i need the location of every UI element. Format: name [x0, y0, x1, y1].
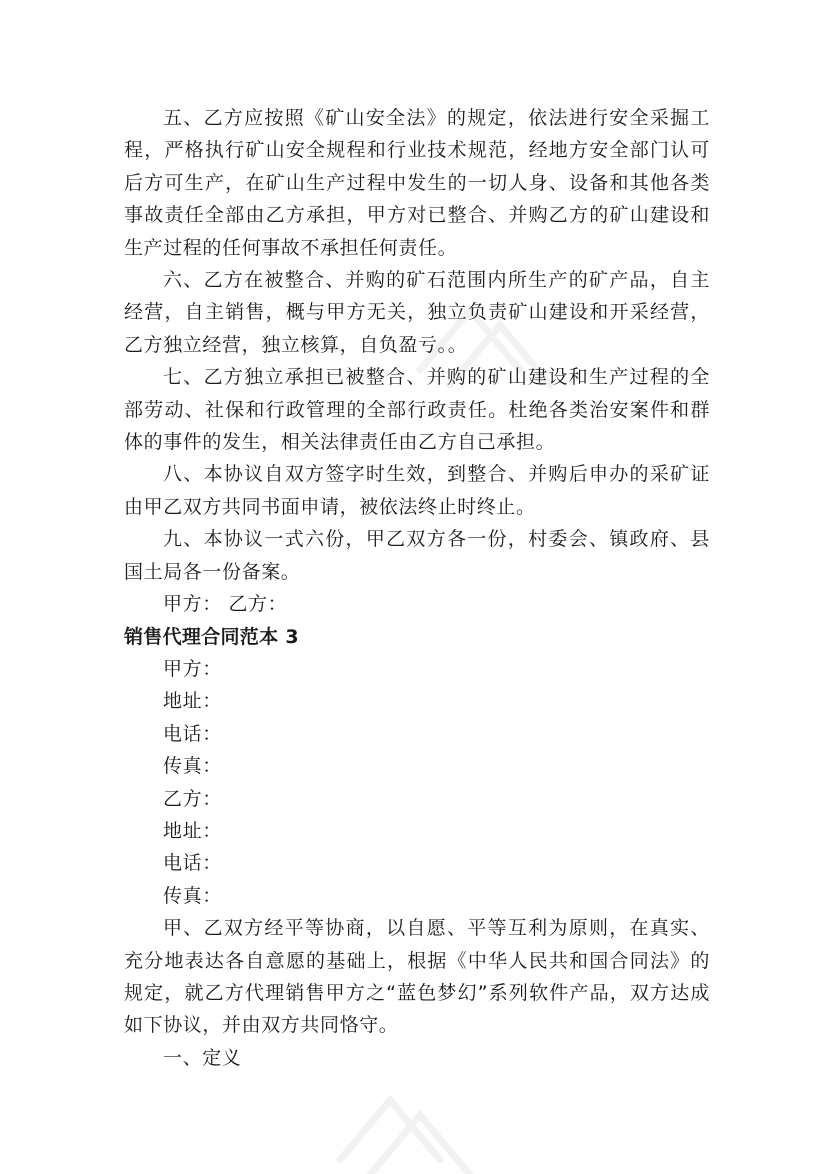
clause-6: 六、乙方在被整合、并购的矿石范围内所生产的矿产品，自主经营，自主销售，概与甲方无关，独立负责矿山建设和开采经营，乙方独立经营，独立核算，自负盈亏。。	[124, 269, 710, 356]
watermark-stamp-icon	[330, 1080, 480, 1174]
clause-7: 七、乙方独立承担已被整合、并购的矿山建设和生产过程的全部劳动、社保和行政管理的全部行政责任。杜绝各类治安案件和群体的事件的发生，相关法律责任由乙方自己承担。	[124, 366, 710, 454]
party-b-fax-label: 传真：	[163, 884, 222, 907]
document-body	[124, 102, 710, 1074]
party-b-label: 乙方：	[163, 787, 222, 810]
clause-8: 八、本协议自双方签字时生效，到整合、并购后申办的采矿证由甲乙双方共同书面申请，被依法终止时终止。	[124, 463, 710, 518]
preamble-paragraph: 甲、乙双方经平等协商，以自愿、平等互利为原则，在真实、充分地表达各自意愿的基础上，根据《中华人民共和国合同法》的规定，就乙方代理销售甲方之“蓝色梦幻”系列软件产品，双方达成如下协议，并由双方共同恪守。	[124, 917, 710, 1037]
party-a-phone-label: 电话：	[163, 722, 222, 745]
signature-line: 甲方： 乙方：	[163, 593, 288, 616]
clause-9: 九、本协议一式六份，甲乙双方各一份，村委会、镇政府、县国土局各一份备案。	[124, 528, 710, 583]
party-a-address-label: 地址：	[163, 690, 222, 713]
party-b-address-label: 地址：	[163, 819, 222, 842]
party-a-fax-label: 传真：	[163, 755, 222, 778]
section-title: 销售代理合同范本 3	[124, 625, 299, 648]
party-b-phone-label: 电话：	[163, 852, 222, 875]
party-a-label: 甲方：	[163, 657, 222, 680]
definition-heading: 一、定义	[163, 1046, 242, 1069]
clause-5: 五、乙方应按照《矿山安全法》的规定，依法进行安全采掘工程，严格执行矿山安全规程和行业技术规范，经地方安全部门认可后方可生产，在矿山生产过程中发生的一切人身、设备和其他各类事故责任全部由乙方承担，甲方对已整合、并购乙方的矿山建设和生产过程的任何事故不承担任何责任。	[124, 107, 710, 259]
